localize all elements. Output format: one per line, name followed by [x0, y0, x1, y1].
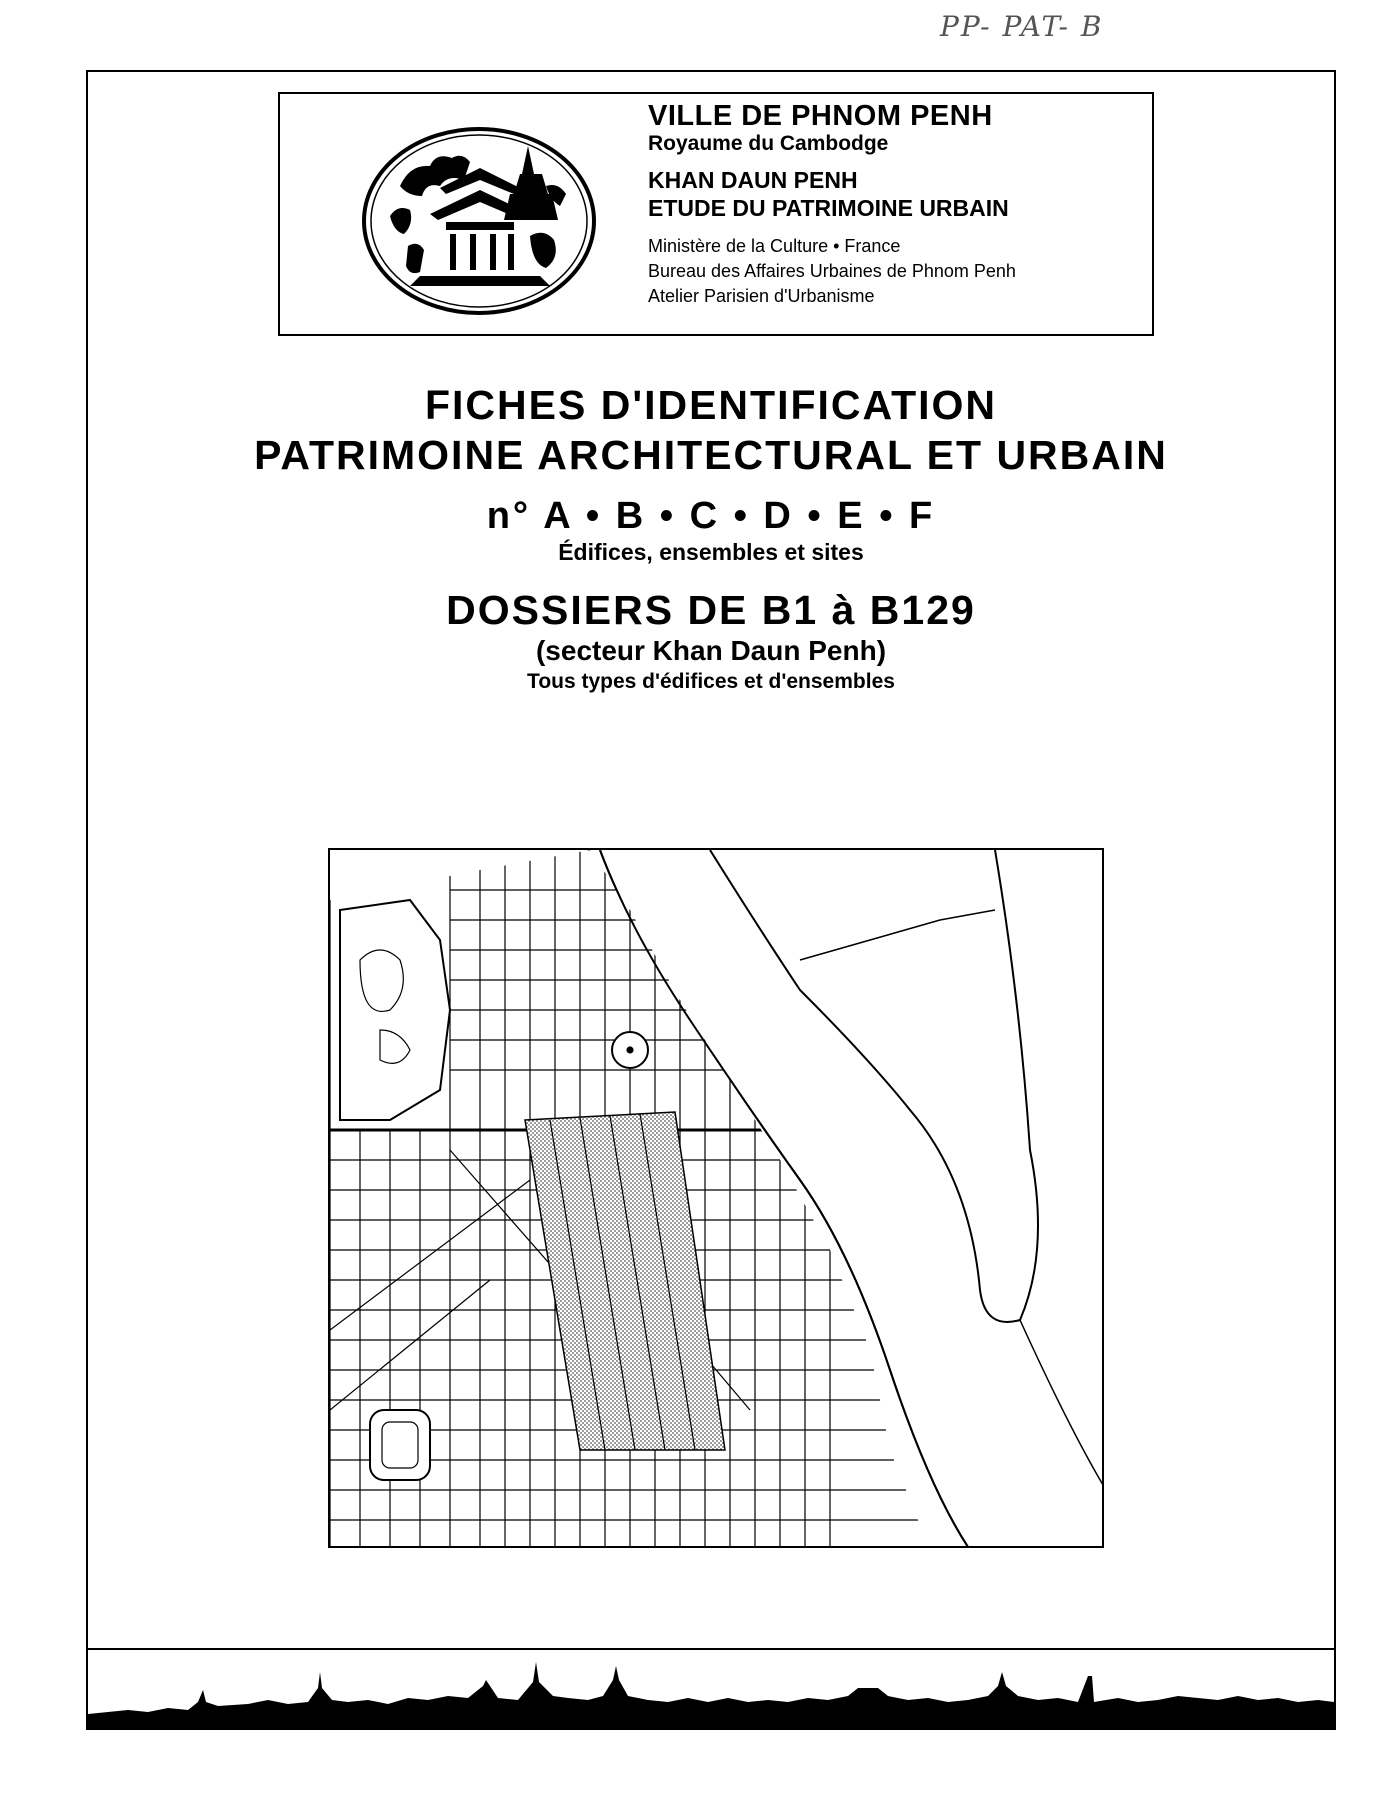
partner-list — [648, 234, 1148, 309]
street-map-icon — [330, 850, 1104, 1548]
seal-icon — [360, 126, 598, 316]
series-numbers: n° A • B • C • D • E • F — [486, 495, 936, 537]
series-subtitle: Édifices, ensembles et sites — [558, 539, 864, 565]
partner-item: Bureau des Affaires Urbaines de Phnom Penh — [648, 261, 1016, 281]
dossier-range: DOSSIERS DE B1 à B129 — [446, 587, 976, 633]
document-title-line2: PATRIMOINE ARCHITECTURAL ET URBAIN — [254, 432, 1168, 478]
partner-item: Atelier Parisien d'Urbanisme — [648, 286, 875, 306]
document-title-line1: FICHES D'IDENTIFICATION — [424, 382, 998, 428]
sector-name: (secteur Khan Daun Penh) — [535, 635, 887, 666]
district-name: KHAN DAUN PENH — [648, 167, 858, 193]
skyline-silhouette-icon — [88, 1640, 1334, 1728]
title-block — [86, 380, 1336, 696]
study-name: ETUDE DU PATRIMOINE URBAIN — [648, 195, 1009, 221]
handwritten-reference: PP- PAT- B — [940, 10, 1104, 43]
map-frame — [328, 848, 1104, 1548]
header-text — [648, 100, 1148, 309]
kingdom-name: Royaume du Cambodge — [648, 132, 889, 155]
building-types: Tous types d'édifices et d'ensembles — [527, 670, 895, 693]
partner-item: Ministère de la Culture • France — [648, 236, 901, 256]
city-name: VILLE DE PHNOM PENH — [648, 100, 993, 132]
